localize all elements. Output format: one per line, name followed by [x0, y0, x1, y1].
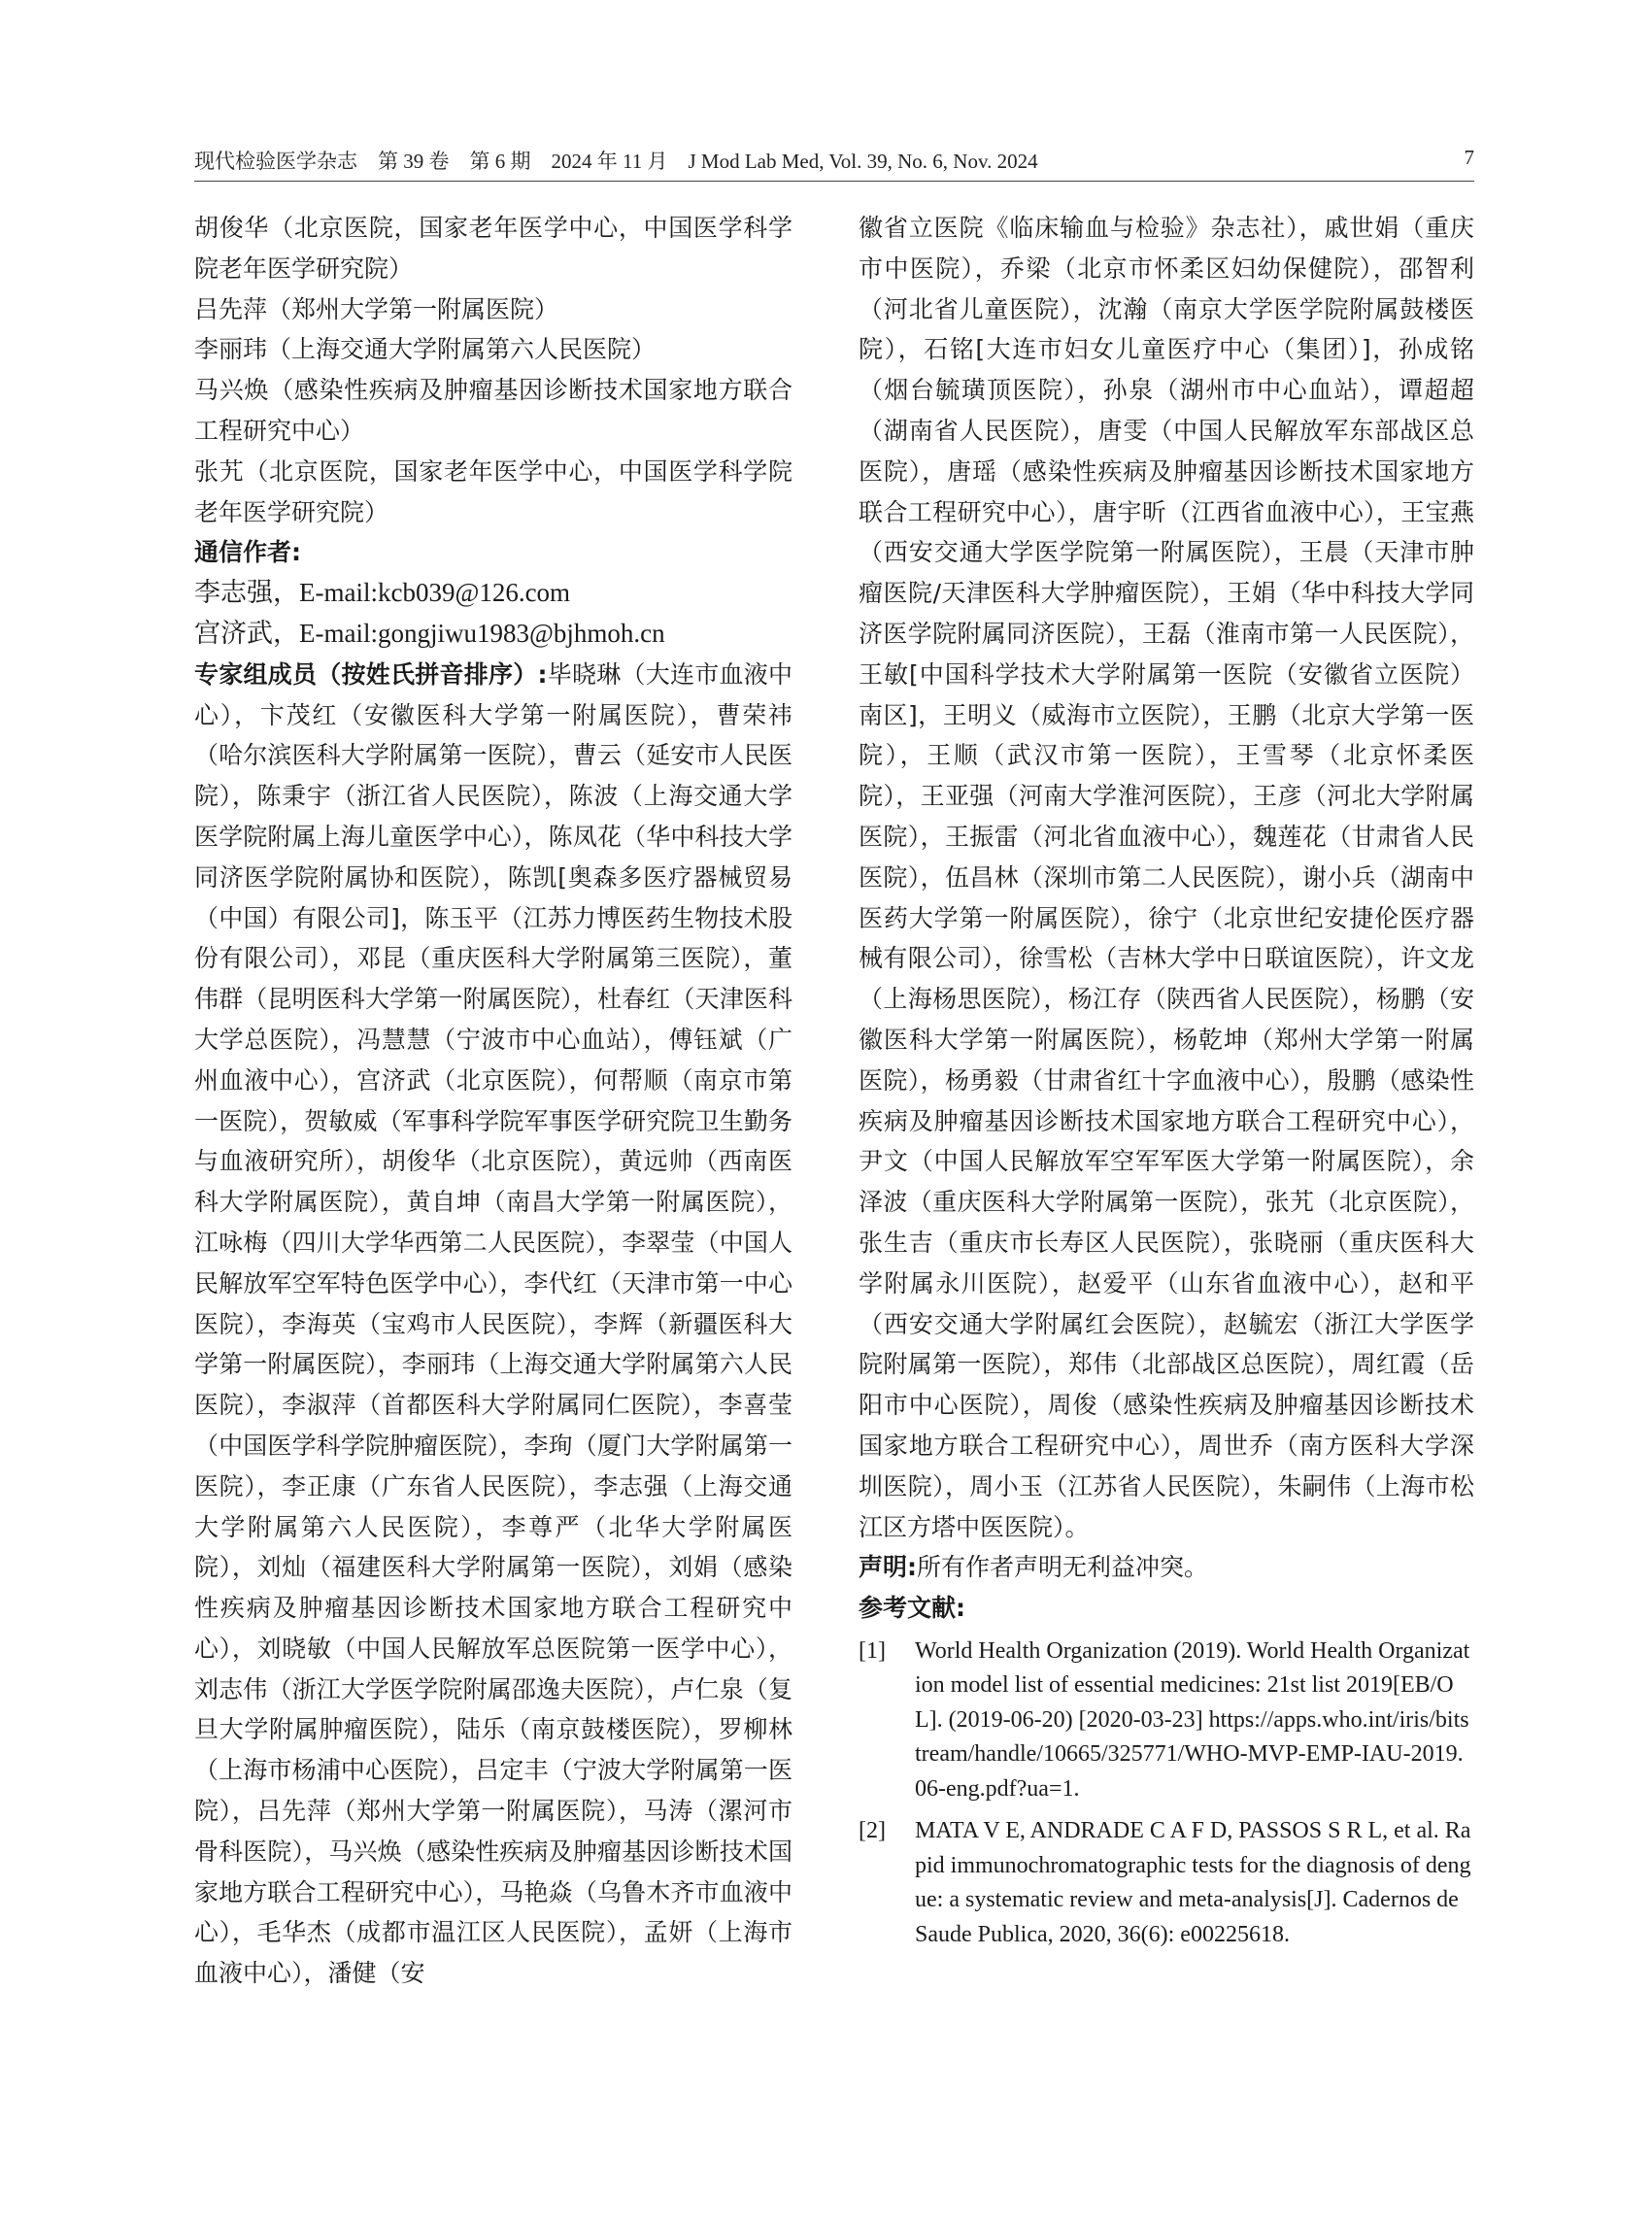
left-column [194, 208, 792, 1994]
writer-entry: 胡俊华（北京医院，国家老年医学中心，中国医学科学院老年医学研究院） [194, 214, 792, 283]
declaration-text: 所有作者声明无利益冲突。 [917, 1553, 1209, 1582]
reference-number: [1] [859, 1637, 886, 1664]
experts-list: 毕晓琳（大连市血液中心），卞茂红（安徽医科大学第一附属医院），曹荣祎（哈尔滨医科大学附属第一医院），曹云（延安市人民医院），陈秉宇（浙江省人民医院），陈波（上海交通大学医学院附属上海儿童医学中心），陈凤花（华中科技大学同济医学院附属协和医院），陈凯[奥森多医疗器械贸易（中国）有限公司]，陈玉平（江苏力博医药生物技术股份有限公司），邓昆（重庆医科大学附属第三医院），董伟群（昆明医科大学第一附属医院），杜春红（天津医科大学总医院），冯慧慧（宁波市中心血站），傅钰斌（广州血液中心），宫济武（北京医院），何帮顺（南京市第一医院），贺敏威（军事科学院军事医学研究院卫生勤务与血液研究所），胡俊华（北京医院），黄远帅（西南医科大学附属医院），黄自坤（南昌大学第一附属医院），江咏梅（四川大学华西第二人民医院），李翠莹（中国人民解放军空军特色医学中心），李代红（天津市第一中心医院），李海英（宝鸡市人民医院），李辉（新疆医科大学第一附属医院），李丽玮（上海交通大学附属第六人民医院），李淑萍（首都医科大学附属同仁医院），李喜莹（中国医学科学院肿瘤医院），李珣（厦门大学附属第一医院），李正康（广东省人民医院），李志强（上海交通大学附属第六人民医院），李尊严（北华大学附属医院），刘灿（福建医科大学附属第一医院），刘娟（感染性疾病及肿瘤基因诊断技术国家地方联合工程研究中心），刘晓敏（中国人民解放军总医院第一医学中心），刘志伟（浙江大学医学院附属邵逸夫医院），卢仁泉（复旦大学附属肿瘤医院），陆乐（南京鼓楼医院），罗柳林（上海市杨浦中心医院），吕定丰（宁波大学附属第一医院），吕先萍（郑州大学第一附属医院），马涛（漯河市骨科医院），马兴焕（感染性疾病及肿瘤基因诊断技术国家地方联合工程研究中心），马艳焱（乌鲁木齐市血液中心），毛华杰（成都市温江区人民医院），孟妍（上海市血液中心），潘健（安 [194, 659, 792, 1988]
corresponding-author: 宫济武，E-mail:gongjiwu1983@bjhmoh.cn [194, 618, 665, 648]
reference-text: MATA V E, ANDRADE C A F D, PASSOS S R L, et al. Rapid immunochromatographic tests for the diagnosis of dengue: a systematic review and meta-analysis[J]. Cadernos de Saude Publica, 2020, 36(6): e00225618. [915, 1818, 1471, 1947]
declaration [859, 1547, 1474, 1588]
right-column [859, 208, 1474, 1960]
declaration-heading: 声明: [859, 1553, 917, 1582]
writer-entry: 吕先萍（郑州大学第一附属医院） [194, 294, 559, 323]
experts-paragraph [194, 655, 792, 1994]
reference-item [859, 1635, 1474, 1807]
experts-list-continued: 徽省立医院《临床输血与检验》杂志社），戚世娟（重庆市中医院），乔梁（北京市怀柔区妇幼保健院），邵智利（河北省儿童医院），沈瀚（南京大学医学院附属鼓楼医院），石铭[大连市妇女儿童医疗中心（集团）]，孙成铭（烟台毓璜顶医院），孙泉（湖州市中心血站），谭超超（湖南省人民医院），唐雯（中国人民解放军东部战区总医院），唐瑶（感染性疾病及肿瘤基因诊断技术国家地方联合工程研究中心），唐宇昕（江西省血液中心），王宝燕（西安交通大学医学院第一附属医院），王晨（天津市肿瘤医院/天津医科大学肿瘤医院），王娟（华中科技大学同济医学院附属同济医院），王磊（淮南市第一人民医院），王敏[中国科学技术大学附属第一医院（安徽省立医院）南区]，王明义（威海市立医院），王鹏（北京大学第一医院），王顺（武汉市第一医院），王雪琴（北京怀柔医院），王亚强（河南大学淮河医院），王彦（河北大学附属医院），王振雷（河北省血液中心），魏莲花（甘肃省人民医院），伍昌林（深圳市第二人民医院），谢小兵（湖南中医药大学第一附属医院），徐宁（北京世纪安捷伦医疗器械有限公司），徐雪松（吉林大学中日联谊医院），许文龙（上海杨思医院），杨江存（陕西省人民医院），杨鹏（安徽医科大学第一附属医院），杨乾坤（郑州大学第一附属医院），杨勇毅（甘肃省红十字血液中心），殷鹏（感染性疾病及肿瘤基因诊断技术国家地方联合工程研究中心），尹文（中国人民解放军空军军医大学第一附属医院），余泽波（重庆医科大学附属第一医院），张艽（北京医院），张生吉（重庆市长寿区人民医院），张晓丽（重庆医科大学附属永川医院），赵爱平（山东省血液中心），赵和平（西安交通大学附属红会医院），赵毓宏（浙江大学医学院附属第一医院），郑伟（北部战区总医院），周红霞（岳阳市中心医院），周俊（感染性疾病及肿瘤基因诊断技术国家地方联合工程研究中心），周世乔（南方医科大学深圳医院），周小玉（江苏省人民医院），朱嗣伟（上海市松江区方塔中医医院）。 [859, 214, 1474, 1541]
header-rule [194, 181, 1474, 182]
writer-entry: 张艽（北京医院，国家老年医学中心，中国医学科学院老年医学研究院） [194, 456, 792, 526]
corresponding-author: 李志强，E-mail:kcb039@126.com [194, 578, 571, 608]
page-number: 7 [1464, 146, 1474, 169]
reference-number: [2] [859, 1818, 886, 1844]
writer-entry: 马兴焕（感染性疾病及肿瘤基因诊断技术国家地方联合工程研究中心） [194, 376, 792, 445]
corresponding-heading: 通信作者: [194, 538, 301, 567]
writer-entry: 李丽玮（上海交通大学附属第六人民医院） [194, 335, 657, 364]
experts-heading: 专家组成员（按姓氏拼音排序）: [194, 659, 548, 689]
references-heading: 参考文献: [859, 1594, 965, 1623]
reference-list [859, 1635, 1474, 1953]
reference-text: World Health Organization (2019). World Health Organization model list of essential medicines: 21st list 2019[EB/OL]. (2019-06-20) [2020-03-23] https://apps.who.int/iris/bitstream/handle/10665/325771/WHO-MVP-EMP-IAU-2019.06-eng.pdf?ua=1. [915, 1637, 1470, 1802]
reference-item [859, 1814, 1474, 1952]
running-header [194, 142, 1474, 181]
journal-info: 现代检验医学杂志 第 39 卷 第 6 期 2024 年 11 月 J Mod Lab Med, Vol. 39, No. 6, Nov. 2024 [194, 150, 1038, 173]
